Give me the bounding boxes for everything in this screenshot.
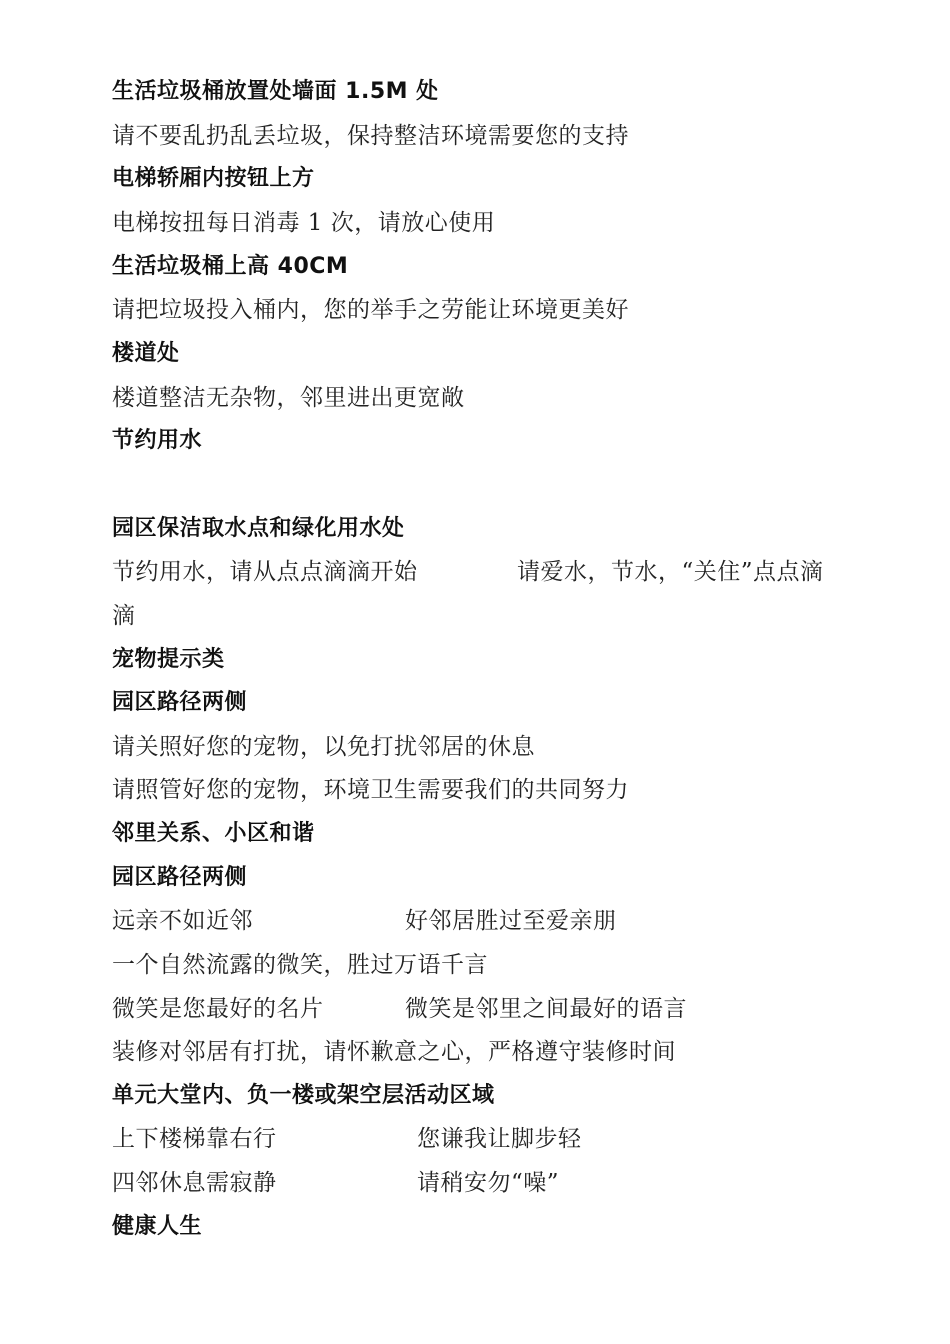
body-line (112, 1168, 560, 1198)
body-line: 装修对邻居有打扰，请怀歉意之心，严格遵守装修时间 (112, 1039, 676, 1065)
body-line (112, 906, 617, 936)
section-heading: 宠物提示类 (112, 647, 225, 672)
body-line-left: 节约用水，请从点点滴滴开始 (112, 559, 418, 585)
body-line-left: 四邻休息需寂静 (112, 1170, 277, 1196)
section-heading: 电梯轿厢内按钮上方 (112, 166, 315, 191)
body-line: 请不要乱扔乱丢垃圾，保持整洁环境需要您的支持 (112, 123, 629, 149)
body-line: 电梯按扭每日消毒 1 次，请放心使用 (112, 210, 496, 236)
body-line (112, 1124, 582, 1154)
section-heading: 节约用水 (112, 428, 203, 453)
body-line: 滴 (112, 603, 136, 629)
body-line-right: 请稍安勿“噪” (417, 1170, 560, 1196)
body-line-right: 好邻居胜过至爱亲朋 (405, 908, 617, 934)
body-line-right: 请爱水，节水，“关住”点点滴 (517, 559, 824, 585)
body-line-left: 远亲不如近邻 (112, 908, 253, 934)
body-line-right: 您谦我让脚步轻 (417, 1126, 582, 1152)
body-line (112, 557, 824, 587)
section-heading: 楼道处 (112, 341, 180, 366)
section-heading: 园区保洁取水点和绿化用水处 (112, 516, 405, 541)
section-heading: 邻里关系、小区和谐 (112, 821, 315, 846)
section-heading: 园区路径两侧 (112, 865, 248, 890)
body-line-left: 微笑是您最好的名片 (112, 996, 324, 1022)
body-line: 一个自然流露的微笑，胜过万语千言 (112, 952, 488, 978)
body-line: 请关照好您的宠物，以免打扰邻居的休息 (112, 734, 535, 760)
section-heading: 园区路径两侧 (112, 690, 248, 715)
section-heading: 单元大堂内、负一楼或架空层活动区域 (112, 1083, 495, 1108)
body-line-right: 微笑是邻里之间最好的语言 (405, 996, 687, 1022)
body-line: 请照管好您的宠物，环境卫生需要我们的共同努力 (112, 777, 629, 803)
section-heading: 生活垃圾桶放置处墙面 1.5M 处 (112, 79, 439, 104)
section-heading: 生活垃圾桶上高 40CM (112, 254, 349, 279)
body-line (112, 994, 687, 1024)
body-line-left: 上下楼梯靠右行 (112, 1126, 277, 1152)
body-line: 楼道整洁无杂物，邻里进出更宽敞 (112, 385, 465, 411)
section-heading: 健康人生 (112, 1214, 203, 1239)
body-line: 请把垃圾投入桶内，您的举手之劳能让环境更美好 (112, 297, 629, 323)
